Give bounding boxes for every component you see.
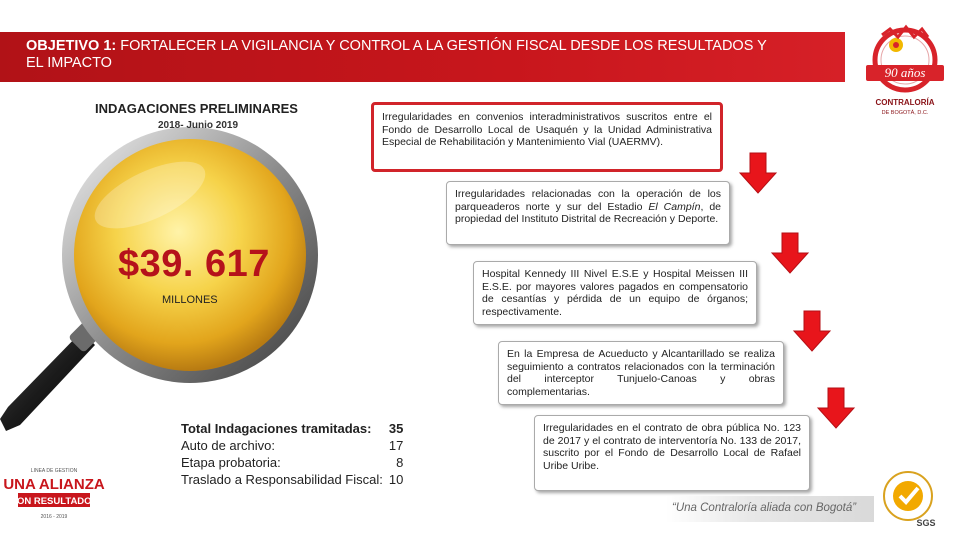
- sgs-certification-icon: [874, 468, 944, 530]
- stats-value: 17: [388, 438, 404, 453]
- case-box-campin-italic: El Campín: [648, 200, 701, 213]
- case-box-acueducto: En la Empresa de Acueducto y Alcantarillado se realiza seguimiento a contratos relacionados con la terminación del interceptor Tunjuelo-Canoas y obras complementarias.: [498, 341, 784, 405]
- contraloria-logo: [862, 15, 948, 125]
- page-title: [26, 38, 786, 72]
- campaign-logo: [3, 463, 105, 525]
- svg-text:90 años: 90 años: [884, 65, 926, 80]
- indagaciones-period: 2018- Junio 2019: [158, 120, 239, 131]
- stats-label: Auto de archivo:: [181, 438, 275, 453]
- svg-text:CON RESULTADOS: CON RESULTADOS: [10, 496, 98, 507]
- case-box-hospitales: Hospital Kennedy III Nivel E.S.E y Hospital Meissen III E.S.E. por mayores valores pagados en compensatorio de cesantías y pérdida de un equipo de órganos; respectivamente.: [473, 261, 757, 325]
- svg-text:SGS: SGS: [916, 518, 936, 528]
- svg-text:CONTRALORÍA: CONTRALORÍA: [875, 98, 935, 107]
- stats-label: Traslado a Responsabilidad Fiscal:: [181, 472, 383, 487]
- page-title-bold: OBJETIVO 1:: [26, 38, 117, 54]
- case-box-campin-text-1: Irregularidades relacionadas con la operación de los parqueaderos norte y sur del Estadio: [455, 188, 721, 213]
- stats-label: Total Indagaciones tramitadas:: [181, 421, 372, 436]
- case-box-usaquen: Irregularidades en convenios interadministrativos suscritos entre el Fondo de Desarrollo Local de Usaquén y la Unidad Administrativa Especial de Rehabilitación y Mantenimiento Vial (UAERMV).: [371, 102, 723, 172]
- case-box-rafael-uribe: Irregularidades en el contrato de obra pública No. 123 de 2017 y el contrato de interventoría No. 133 de 2017, suscrito por el Fondo de Desarrollo Local de Rafael Uribe Uribe.: [534, 415, 810, 491]
- stats-row: [181, 420, 403, 437]
- stats-value: 8: [396, 455, 404, 470]
- svg-text:2016 - 2019: 2016 - 2019: [40, 514, 68, 520]
- stats-table: [181, 420, 403, 488]
- case-box-campin: [446, 181, 730, 245]
- arrow-down-icon: [740, 153, 776, 193]
- arrow-down-icon: [772, 233, 808, 273]
- svg-text:LINEA DE GESTION: LINEA DE GESTION: [30, 468, 78, 474]
- page-title-rest: FORTALECER LA VIGILANCIA Y CONTROL A LA GESTIÓN FISCAL DESDE LOS RESULTADOS Y EL IMPACTO: [26, 38, 767, 71]
- contraloria-logo-icon: [862, 15, 948, 125]
- arrow-down-icon: [794, 311, 830, 351]
- stats-value: 35: [388, 421, 404, 436]
- stats-row: [181, 454, 403, 471]
- stats-value: 10: [388, 472, 404, 487]
- slogan: “Una Contraloría aliada con Bogotá”: [672, 502, 857, 514]
- indagaciones-amount-unit: MILLONES: [162, 294, 218, 306]
- stats-label: Etapa probatoria:: [181, 455, 281, 470]
- arrow-down-icon: [818, 388, 854, 428]
- stats-row: [181, 437, 403, 454]
- indagaciones-title: INDAGACIONES PRELIMINARES: [95, 101, 298, 116]
- indagaciones-amount: $39. 617: [118, 243, 270, 285]
- case-box-campin-text-2: , de propiedad del Instituto Distrital de Recreación y Deporte.: [455, 200, 721, 225]
- svg-text:DE BOGOTÁ, D.C.: DE BOGOTÁ, D.C.: [881, 110, 929, 116]
- stats-row: [181, 471, 403, 488]
- svg-text:UNA ALIANZA: UNA ALIANZA: [3, 476, 105, 493]
